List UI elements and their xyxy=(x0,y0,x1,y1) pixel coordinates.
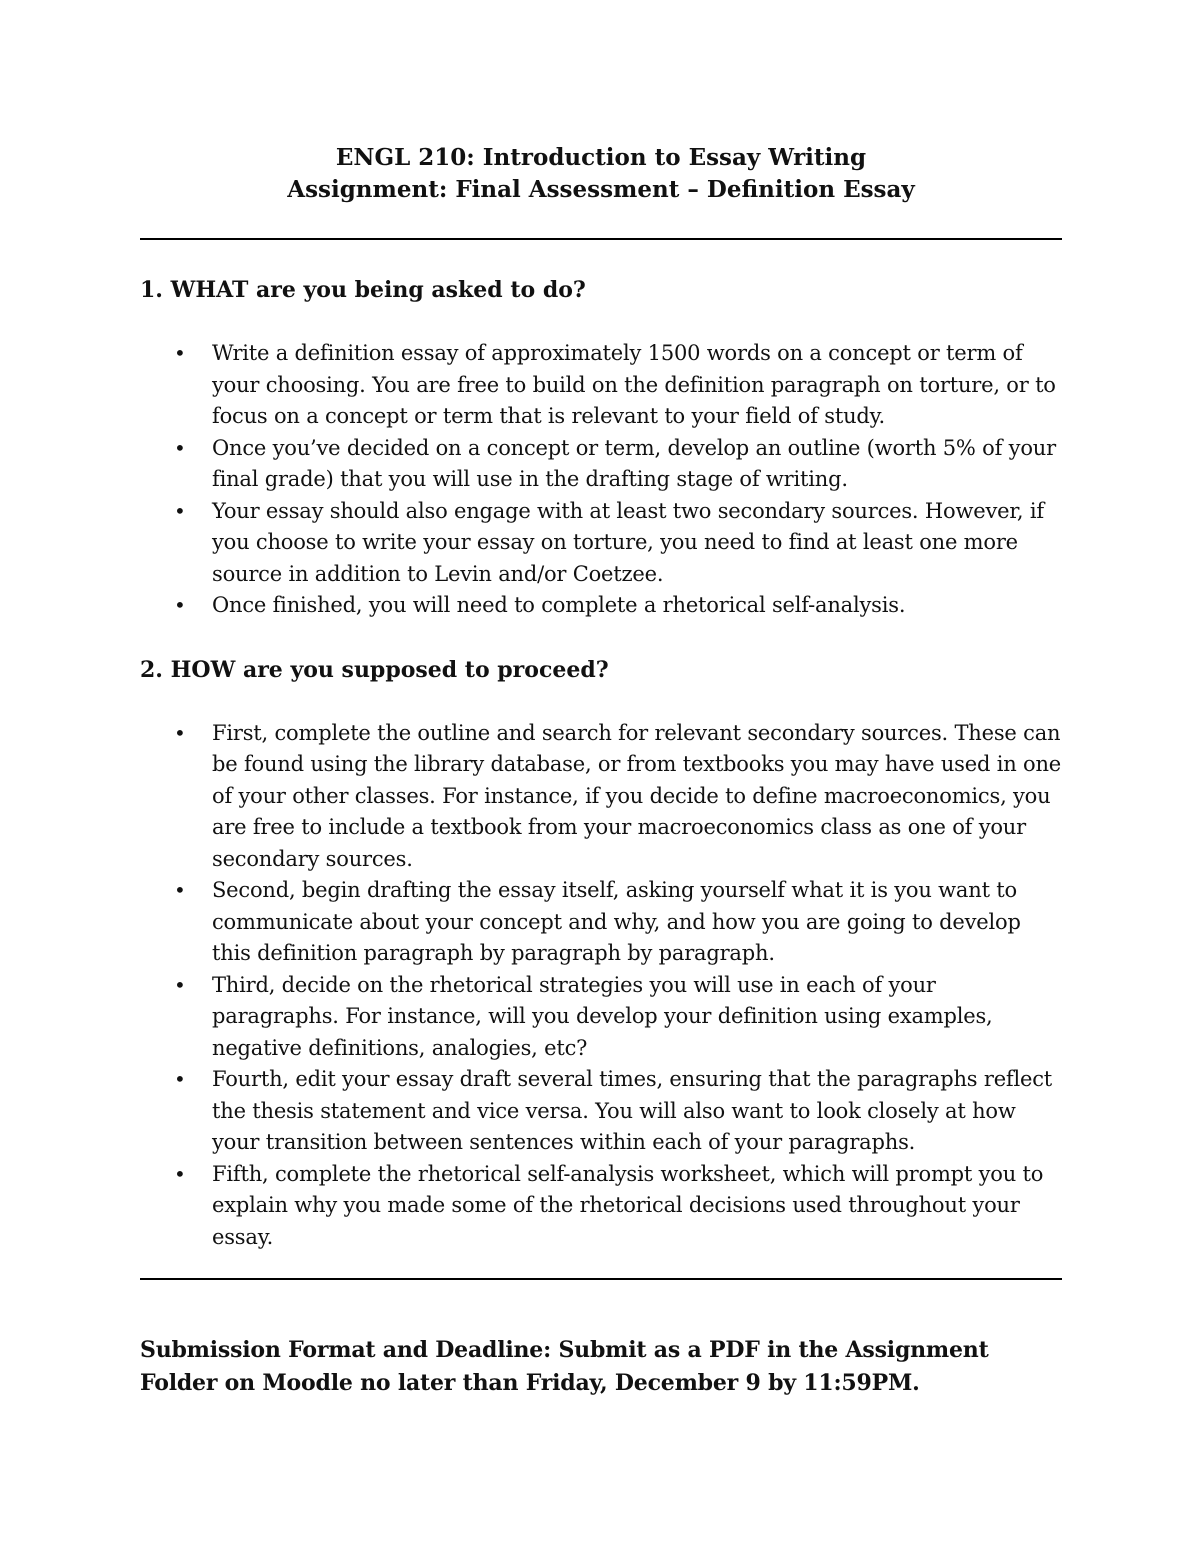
bullet-icon: • xyxy=(174,972,186,997)
list-item-text: Once you’ve decided on a concept or term, develop an outline (worth 5% of your final grade) that you will use in the drafting stage of writing. xyxy=(212,435,1056,491)
list-item xyxy=(140,338,1062,433)
bullet-icon: • xyxy=(174,1161,186,1186)
list-item-text: Write a definition essay of approximately 1500 words on a concept or term of your choosing. You are free to build on the definition paragraph on torture, or to focus on a concept or term that is relevant to your field of study. xyxy=(212,341,1056,428)
list-item xyxy=(140,718,1062,876)
section-heading-what: 1. WHAT are you being asked to do? xyxy=(140,277,586,303)
bullet-icon: • xyxy=(174,878,186,902)
list-item-text: First, complete the outline and search for relevant secondary sources. These can be found using the library database, or from textbooks you may have used in one of your other classes. For instance, if you decide to define macroeconomics, you are free to include a textbook from your macroeconomics class as one of your secondary sources. xyxy=(212,720,1062,871)
bullet-icon: • xyxy=(174,720,186,745)
list-item-text: Once finished, you will need to complete a rhetorical self-analysis. xyxy=(212,593,906,617)
list-item xyxy=(140,433,1062,496)
list-item xyxy=(140,1159,1062,1254)
assignment-title: Assignment: Final Assessment – Definition Essay xyxy=(287,176,915,203)
list-item xyxy=(140,970,1062,1065)
bullet-icon: • xyxy=(174,435,186,460)
list-item xyxy=(140,496,1062,591)
section-heading-how: 2. HOW are you supposed to proceed? xyxy=(140,656,609,683)
bullet-list-what xyxy=(140,338,1062,622)
list-item xyxy=(140,590,1062,622)
list-item-text: Third, decide on the rhetorical strategies you will use in each of your paragraphs. For instance, will you develop your definition using examples, negative definitions, analogies, etc? xyxy=(212,972,993,1060)
top-divider xyxy=(140,238,1062,240)
list-item-text: Fourth, edit your essay draft several times, ensuring that the paragraphs reflect the thesis statement and vice versa. You will also want to look closely at how your transition between sentences within each of your paragraphs. xyxy=(212,1067,1053,1154)
list-item xyxy=(140,875,1062,970)
bullet-icon: • xyxy=(174,498,186,523)
bullet-icon: • xyxy=(174,1067,186,1091)
bullet-icon: • xyxy=(174,593,186,617)
list-item-text: Fifth, complete the rhetorical self-analysis worksheet, which will prompt you to explain why you made some of the rhetorical decisions used throughout your essay. xyxy=(212,1161,1044,1249)
title-block xyxy=(140,142,1062,206)
document-page xyxy=(140,140,1062,1400)
bullet-icon: • xyxy=(174,341,186,365)
submission-deadline: Submission Format and Deadline: Submit as a PDF in the Assignment Folder on Moodle no later than Friday, December 9 by 11:59PM. xyxy=(140,1337,989,1396)
bottom-divider xyxy=(140,1278,1062,1280)
list-item-text: Second, begin drafting the essay itself, asking yourself what it is you want to communicate about your concept and why, and how you are going to develop this definition paragraph by paragraph by paragraph. xyxy=(212,878,1021,965)
bullet-list-how xyxy=(140,718,1062,1254)
list-item-text: Your essay should also engage with at least two secondary sources. However, if you choose to write your essay on torture, you need to find at least one more source in addition to Levin and/or Coetzee. xyxy=(212,498,1044,586)
list-item xyxy=(140,1064,1062,1159)
course-title: ENGL 210: Introduction to Essay Writing xyxy=(335,144,867,171)
